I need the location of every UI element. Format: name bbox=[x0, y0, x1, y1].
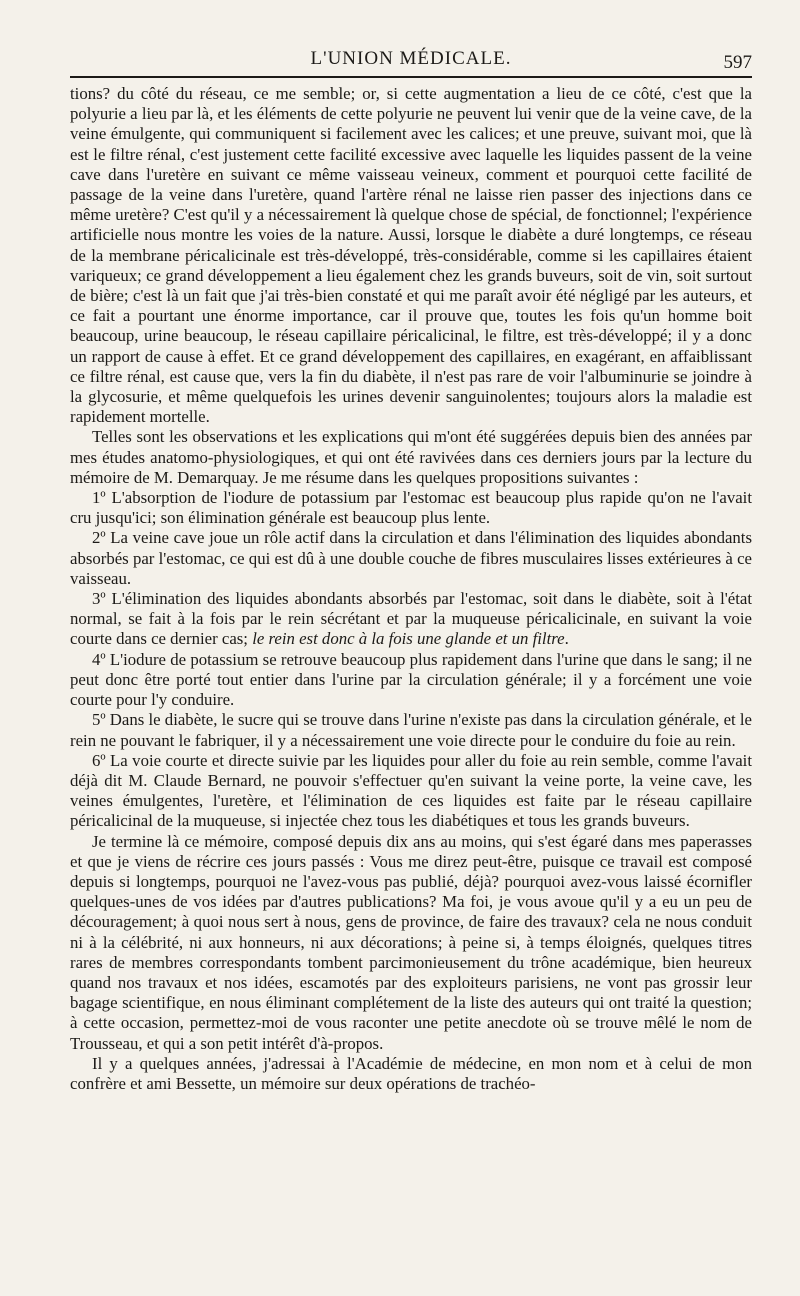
header-rule bbox=[70, 76, 752, 78]
paragraph bbox=[70, 84, 752, 427]
proposition-text: 1º L'absorption de l'iodure de potassium par l'estomac est beaucoup plus rapide qu'on ne l'avait cru jusqu'ici; son élimination générale est beaucoup plus lente. bbox=[70, 488, 752, 528]
paragraph-text: Telles sont les observations et les explications qui m'ont été suggérées depuis bien des années par mes études anatomo-physiologiques, et qui ont été ravivées dans ces derniers jours par la lecture du mémoire de M. Demarquay. Je me résume dans les quelques propositions suivantes : bbox=[70, 427, 752, 487]
proposition-1 bbox=[70, 488, 752, 528]
proposition-tail: . bbox=[564, 629, 569, 649]
proposition-text: 6º La voie courte et directe suivie par les liquides pour aller du foie au rein semble, comme l'avait déjà dit M. Claude Bernard, ne pouvoir s'effectuer qu'en suivant la veine porte, la veine cave, les veines émulgentes, l'uretère, et l'élimination de ces liquides est faite par le réseau capillaire péricalicinal de la muqueuse, si injectée chez tous les diabétiques et tous les grands buveurs. bbox=[70, 750, 752, 831]
proposition-text: 4º L'iodure de potassium se retrouve beaucoup plus rapidement dans l'urine que dans le sang; il ne peut donc être porté tout entier dans l'urine par la circulation générale; il y a forcément une voie courte pour l'y conduire. bbox=[70, 649, 752, 710]
page-number: 597 bbox=[723, 52, 752, 73]
paragraph-text: Il y a quelques années, j'adressai à l'Académie de médecine, en mon nom et à celui de mon confrère et ami Bessette, un mémoire sur deux opérations de trachéo- bbox=[70, 1053, 752, 1093]
proposition-2 bbox=[70, 528, 752, 589]
proposition-5 bbox=[70, 710, 752, 750]
paragraph bbox=[70, 1054, 752, 1094]
proposition-4 bbox=[70, 650, 752, 711]
proposition-text: 5º Dans le diabète, le sucre qui se trouve dans l'urine n'existe pas dans la circulation générale, et le rein ne pouvant le fabriquer, il y a nécessairement une voie directe pour le conduire du foie au rein. bbox=[70, 710, 752, 750]
paragraph bbox=[70, 832, 752, 1054]
page-header bbox=[70, 42, 752, 76]
proposition-6 bbox=[70, 751, 752, 832]
running-title: L'UNION MÉDICALE. bbox=[310, 48, 512, 69]
paragraph-text: tions? du côté du réseau, ce me semble; or, si cette augmentation a lieu de ce côté, c'est que la polyurie a lieu par là, et les éléments de cette polyurie ne peuvent lui venir que de la veine cave, de la veine émulgente, qui communiquent si facilement avec les calices; et une preuve, suivant moi, que là est le filtre rénal, c'est justement cette facilité excessive avec laquelle les liquides passent de la veine cave dans l'uretère en suivant ce même vaisseau veineux, comment et pourquoi cette facilité de passage de la veine dans l'uretère, quand l'artère rénal ne laisse rien passer des injections dans ce même uretère? C'est qu'il y a nécessairement là quelque chose de spécial, de fonctionnel; l'expérience artificielle nous montre les voies de la nature. Aussi, lorsque le diabète a duré longtemps, ce réseau de la membrane péricalicinale est très-développé, très-considérable, comme si les capillaires étaient variqueux; ce grand développement a lieu également chez les grands buveurs, soit de vin, soit surtout de bière; c'est là un fait que j'ai très-bien constaté et qui me paraît avoir été négligé par les auteurs, et ce fait a pourtant une énorme importance, car il prouve que, toutes les fois qu'un homme boit beaucoup, urine beaucoup, le réseau capillaire péricalicinal, le filtre, est très-développé; il y a donc un rapport de cause à effet. Et ce grand développement des capillaires, en exagérant, en affaiblissant ce filtre rénal, est cause que, vers la fin du diabète, il n'est pas rare de voir l'albuminurie se joindre à la glycosurie, et même quelquefois les urines devenir sanguinolentes; toujours alors la maladie est rapidement mortelle. bbox=[70, 84, 752, 427]
proposition-text: 2º La veine cave joue un rôle actif dans la circulation et dans l'élimination des liquides abondants absorbés par l'estomac, ce qui est dû à une double couche de fibres musculaires lisses extérieures à ce vaisseau. bbox=[70, 528, 752, 588]
paragraph-text: Je termine là ce mémoire, composé depuis dix ans au moins, qui s'est égaré dans mes paperasses et que je viens de récrire ces jours passés : Vous me direz peut-être, puisque ce travail est composé depuis si longtemps, pourquoi ne l'avez-vous pas publié, déjà? pourquoi avez-vous laissé écornifler quelques-unes de vos idées par d'autres publications? Ma foi, je vous avoue qu'il y a eu un peu de découragement; à quoi nous sert à nous, gens de province, de faire des travaux? cela ne nous conduit ni à la célébrité, ni aux honneurs, ni aux décorations; à peine si, à temps éloignés, quelques titres rares de membres correspondants tombent parcimonieusement du trône académique, bien heureux quand nos travaux et nos idées, escamotés par des exploiteurs parisiens, ne vont pas grossir leur bagage scientifique, en nous éliminant complétement de la liste des auteurs qui ont traité la question; à cette occasion, permettez-moi de vous raconter une petite anecdote où se trouve mêlé le nom de Trousseau, et qui a son petit intérêt d'à-propos. bbox=[70, 831, 752, 1053]
body-text bbox=[70, 84, 752, 1094]
proposition-text: 3º L'élimination des liquides abondants absorbés par l'estomac, soit dans le diabète, soit à l'état normal, se fait à la fois par le rein sécrétant et par la muqueuse péricalicinale, en suivant la voie courte dans ce dernier cas; bbox=[70, 589, 752, 649]
paragraph bbox=[70, 427, 752, 488]
proposition-italic: le rein est donc à la fois une glande et un filtre bbox=[252, 629, 565, 649]
proposition-3 bbox=[70, 589, 752, 650]
